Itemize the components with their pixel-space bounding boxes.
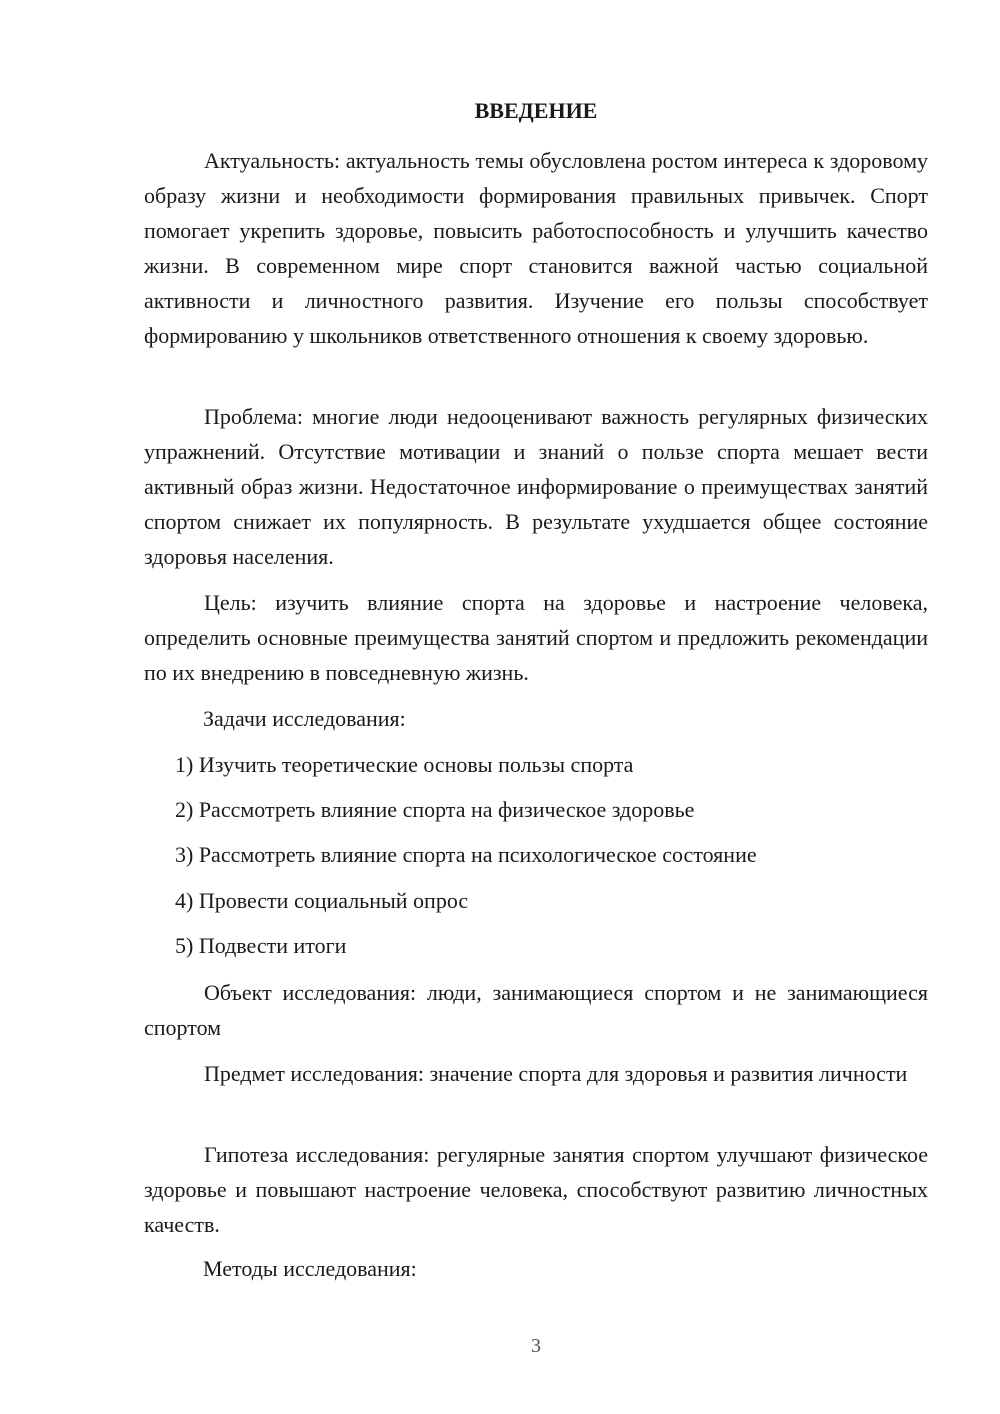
task-item-4: 4) Провести социальный опрос: [175, 888, 469, 913]
problem-paragraph: Проблема: многие люди недооценивают важность регулярных физических упражнений. Отсутствие мотивации и знаний о пользе спорта мешает вести активный образ жизни. Недостаточное информирование о преимуществах занятий спортом снижает их популярность. В результате ухудшается общее состояние здоровья населения.: [144, 404, 928, 569]
task-item-5: 5) Подвести итоги: [175, 933, 347, 958]
task-item-1: 1) Изучить теоретические основы пользы спорта: [175, 752, 634, 777]
object-paragraph: Объект исследования: люди, занимающиеся спортом и не занимающиеся спортом: [144, 980, 928, 1040]
methods-heading: Методы исследования:: [203, 1256, 417, 1281]
hypothesis-paragraph: Гипотеза исследования: регулярные занятия спортом улучшают физическое здоровье и повышают настроение человека, способствуют развитию личностных качеств.: [144, 1142, 928, 1237]
page-number: 3: [531, 1335, 541, 1357]
goal-paragraph: Цель: изучить влияние спорта на здоровье и настроение человека, определить основные преимущества занятий спортом и предложить рекомендации по их внедрению в повседневную жизнь.: [144, 590, 928, 685]
task-item-3: 3) Рассмотреть влияние спорта на психологическое состояние: [175, 842, 757, 867]
tasks-heading: Задачи исследования:: [203, 706, 406, 731]
relevance-paragraph: Актуальность: актуальность темы обусловлена ростом интереса к здоровому образу жизни и необходимости формирования правильных привычек. Спорт помогает укрепить здоровье, повысить работоспособность и улучшить качество жизни. В современном мире спорт становится важной частью социальной активности и личностного развития. Изучение его пользы способствует формированию у школьников ответственного отношения к своему здоровью.: [144, 148, 928, 348]
subject-paragraph: Предмет исследования: значение спорта для здоровья и развития личности: [204, 1061, 908, 1086]
page-title: ВВЕДЕНИЕ: [474, 98, 598, 123]
task-item-2: 2) Рассмотреть влияние спорта на физическое здоровье: [175, 797, 695, 822]
